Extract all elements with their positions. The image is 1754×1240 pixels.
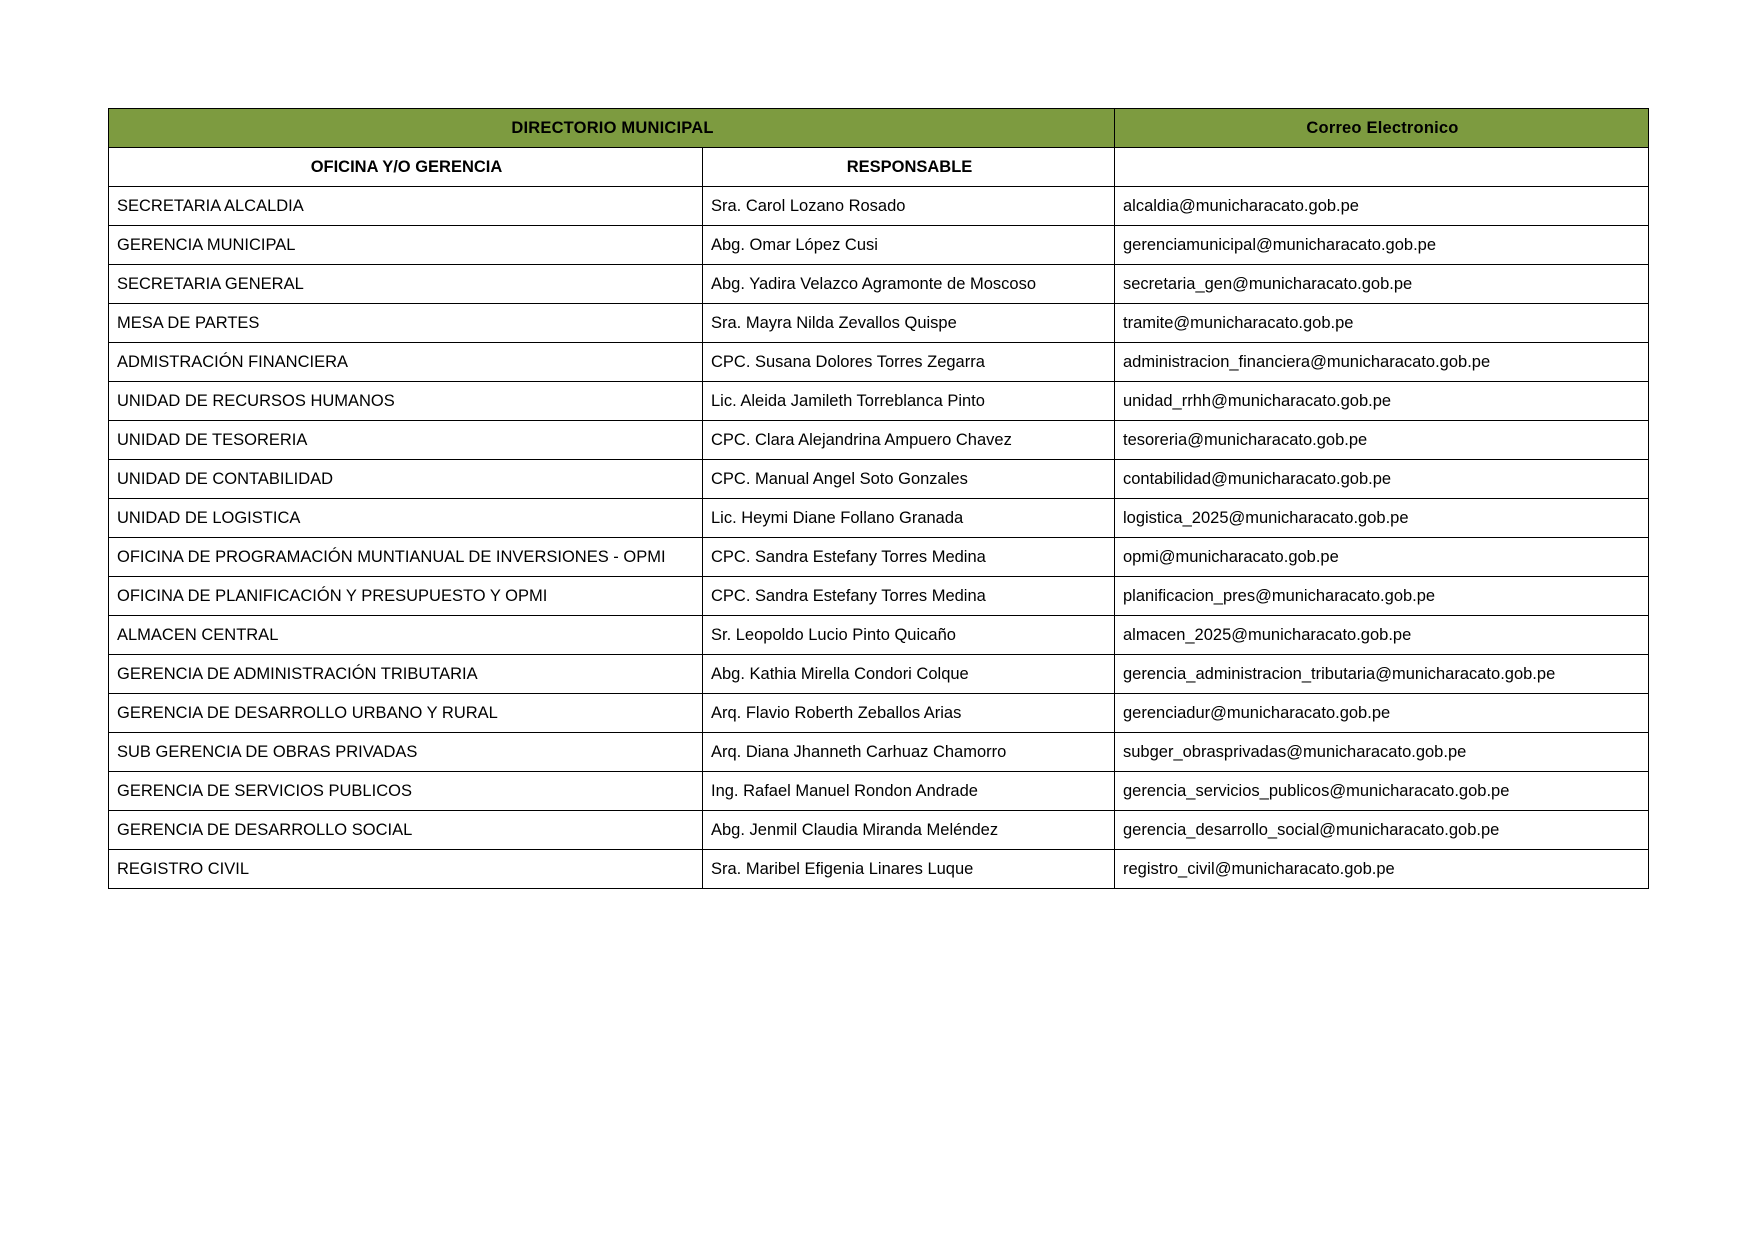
table-subheader-row: [109, 148, 1649, 187]
subheader-oficina: OFICINA Y/O GERENCIA: [109, 148, 703, 187]
cell-responsible: Sr. Leopoldo Lucio Pinto Quicaño: [703, 616, 1115, 655]
municipal-directory-table: [108, 108, 1649, 889]
cell-email: alcaldia@municharacato.gob.pe: [1115, 187, 1649, 226]
table-row: [109, 304, 1649, 343]
cell-office: UNIDAD DE TESORERIA: [109, 421, 703, 460]
cell-email: logistica_2025@municharacato.gob.pe: [1115, 499, 1649, 538]
cell-responsible: CPC. Clara Alejandrina Ampuero Chavez: [703, 421, 1115, 460]
table-row: [109, 265, 1649, 304]
table-row: [109, 226, 1649, 265]
cell-office: GERENCIA DE DESARROLLO URBANO Y RURAL: [109, 694, 703, 733]
cell-office: REGISTRO CIVIL: [109, 850, 703, 889]
cell-responsible: Ing. Rafael Manuel Rondon Andrade: [703, 772, 1115, 811]
cell-office: ADMISTRACIÓN FINANCIERA: [109, 343, 703, 382]
cell-office: MESA DE PARTES: [109, 304, 703, 343]
table-body: [109, 109, 1649, 889]
table-row: [109, 616, 1649, 655]
cell-office: OFICINA DE PROGRAMACIÓN MUNTIANUAL DE INVERSIONES - OPMI: [109, 538, 703, 577]
cell-responsible: Arq. Flavio Roberth Zeballos Arias: [703, 694, 1115, 733]
cell-responsible: Abg. Yadira Velazco Agramonte de Moscoso: [703, 265, 1115, 304]
table-row: [109, 577, 1649, 616]
cell-office: ALMACEN CENTRAL: [109, 616, 703, 655]
table-header-row: [109, 109, 1649, 148]
cell-responsible: Lic. Heymi Diane Follano Granada: [703, 499, 1115, 538]
table-row: [109, 382, 1649, 421]
cell-responsible: CPC. Manual Angel Soto Gonzales: [703, 460, 1115, 499]
cell-email: gerencia_administracion_tributaria@municharacato.gob.pe: [1115, 655, 1649, 694]
cell-office: SECRETARIA ALCALDIA: [109, 187, 703, 226]
table-row: [109, 499, 1649, 538]
cell-email: tramite@municharacato.gob.pe: [1115, 304, 1649, 343]
cell-responsible: Sra. Carol Lozano Rosado: [703, 187, 1115, 226]
cell-email: unidad_rrhh@municharacato.gob.pe: [1115, 382, 1649, 421]
table-row: [109, 850, 1649, 889]
cell-email: contabilidad@municharacato.gob.pe: [1115, 460, 1649, 499]
cell-responsible: CPC. Sandra Estefany Torres Medina: [703, 577, 1115, 616]
directory-table-container: [108, 108, 1648, 889]
cell-responsible: Lic. Aleida Jamileth Torreblanca Pinto: [703, 382, 1115, 421]
cell-office: UNIDAD DE CONTABILIDAD: [109, 460, 703, 499]
cell-responsible: Abg. Jenmil Claudia Miranda Meléndez: [703, 811, 1115, 850]
cell-email: gerencia_desarrollo_social@municharacato.gob.pe: [1115, 811, 1649, 850]
table-row: [109, 460, 1649, 499]
table-row: [109, 421, 1649, 460]
cell-email: gerencia_servicios_publicos@municharacato.gob.pe: [1115, 772, 1649, 811]
cell-office: GERENCIA MUNICIPAL: [109, 226, 703, 265]
table-row: [109, 733, 1649, 772]
cell-email: almacen_2025@municharacato.gob.pe: [1115, 616, 1649, 655]
table-row: [109, 655, 1649, 694]
cell-responsible: CPC. Susana Dolores Torres Zegarra: [703, 343, 1115, 382]
header-correo-electronico: Correo Electronico: [1115, 109, 1649, 148]
cell-office: SECRETARIA GENERAL: [109, 265, 703, 304]
subheader-email-blank: [1115, 148, 1649, 187]
cell-office: GERENCIA DE SERVICIOS PUBLICOS: [109, 772, 703, 811]
cell-office: UNIDAD DE RECURSOS HUMANOS: [109, 382, 703, 421]
table-row: [109, 811, 1649, 850]
cell-office: SUB GERENCIA DE OBRAS PRIVADAS: [109, 733, 703, 772]
cell-responsible: Abg. Kathia Mirella Condori Colque: [703, 655, 1115, 694]
cell-email: gerenciadur@municharacato.gob.pe: [1115, 694, 1649, 733]
table-row: [109, 187, 1649, 226]
table-row: [109, 343, 1649, 382]
cell-office: GERENCIA DE ADMINISTRACIÓN TRIBUTARIA: [109, 655, 703, 694]
cell-office: UNIDAD DE LOGISTICA: [109, 499, 703, 538]
table-row: [109, 538, 1649, 577]
cell-responsible: Sra. Mayra Nilda Zevallos Quispe: [703, 304, 1115, 343]
table-row: [109, 772, 1649, 811]
cell-email: tesoreria@municharacato.gob.pe: [1115, 421, 1649, 460]
cell-email: gerenciamunicipal@municharacato.gob.pe: [1115, 226, 1649, 265]
subheader-responsable: RESPONSABLE: [703, 148, 1115, 187]
cell-email: administracion_financiera@municharacato.gob.pe: [1115, 343, 1649, 382]
cell-responsible: Abg. Omar López Cusi: [703, 226, 1115, 265]
cell-email: secretaria_gen@municharacato.gob.pe: [1115, 265, 1649, 304]
header-directorio-municipal: DIRECTORIO MUNICIPAL: [109, 109, 1115, 148]
cell-responsible: Arq. Diana Jhanneth Carhuaz Chamorro: [703, 733, 1115, 772]
cell-email: opmi@municharacato.gob.pe: [1115, 538, 1649, 577]
cell-office: GERENCIA DE DESARROLLO SOCIAL: [109, 811, 703, 850]
cell-responsible: CPC. Sandra Estefany Torres Medina: [703, 538, 1115, 577]
table-row: [109, 694, 1649, 733]
cell-email: registro_civil@municharacato.gob.pe: [1115, 850, 1649, 889]
cell-responsible: Sra. Maribel Efigenia Linares Luque: [703, 850, 1115, 889]
cell-email: planificacion_pres@municharacato.gob.pe: [1115, 577, 1649, 616]
cell-email: subger_obrasprivadas@municharacato.gob.pe: [1115, 733, 1649, 772]
cell-office: OFICINA DE PLANIFICACIÓN Y PRESUPUESTO Y OPMI: [109, 577, 703, 616]
